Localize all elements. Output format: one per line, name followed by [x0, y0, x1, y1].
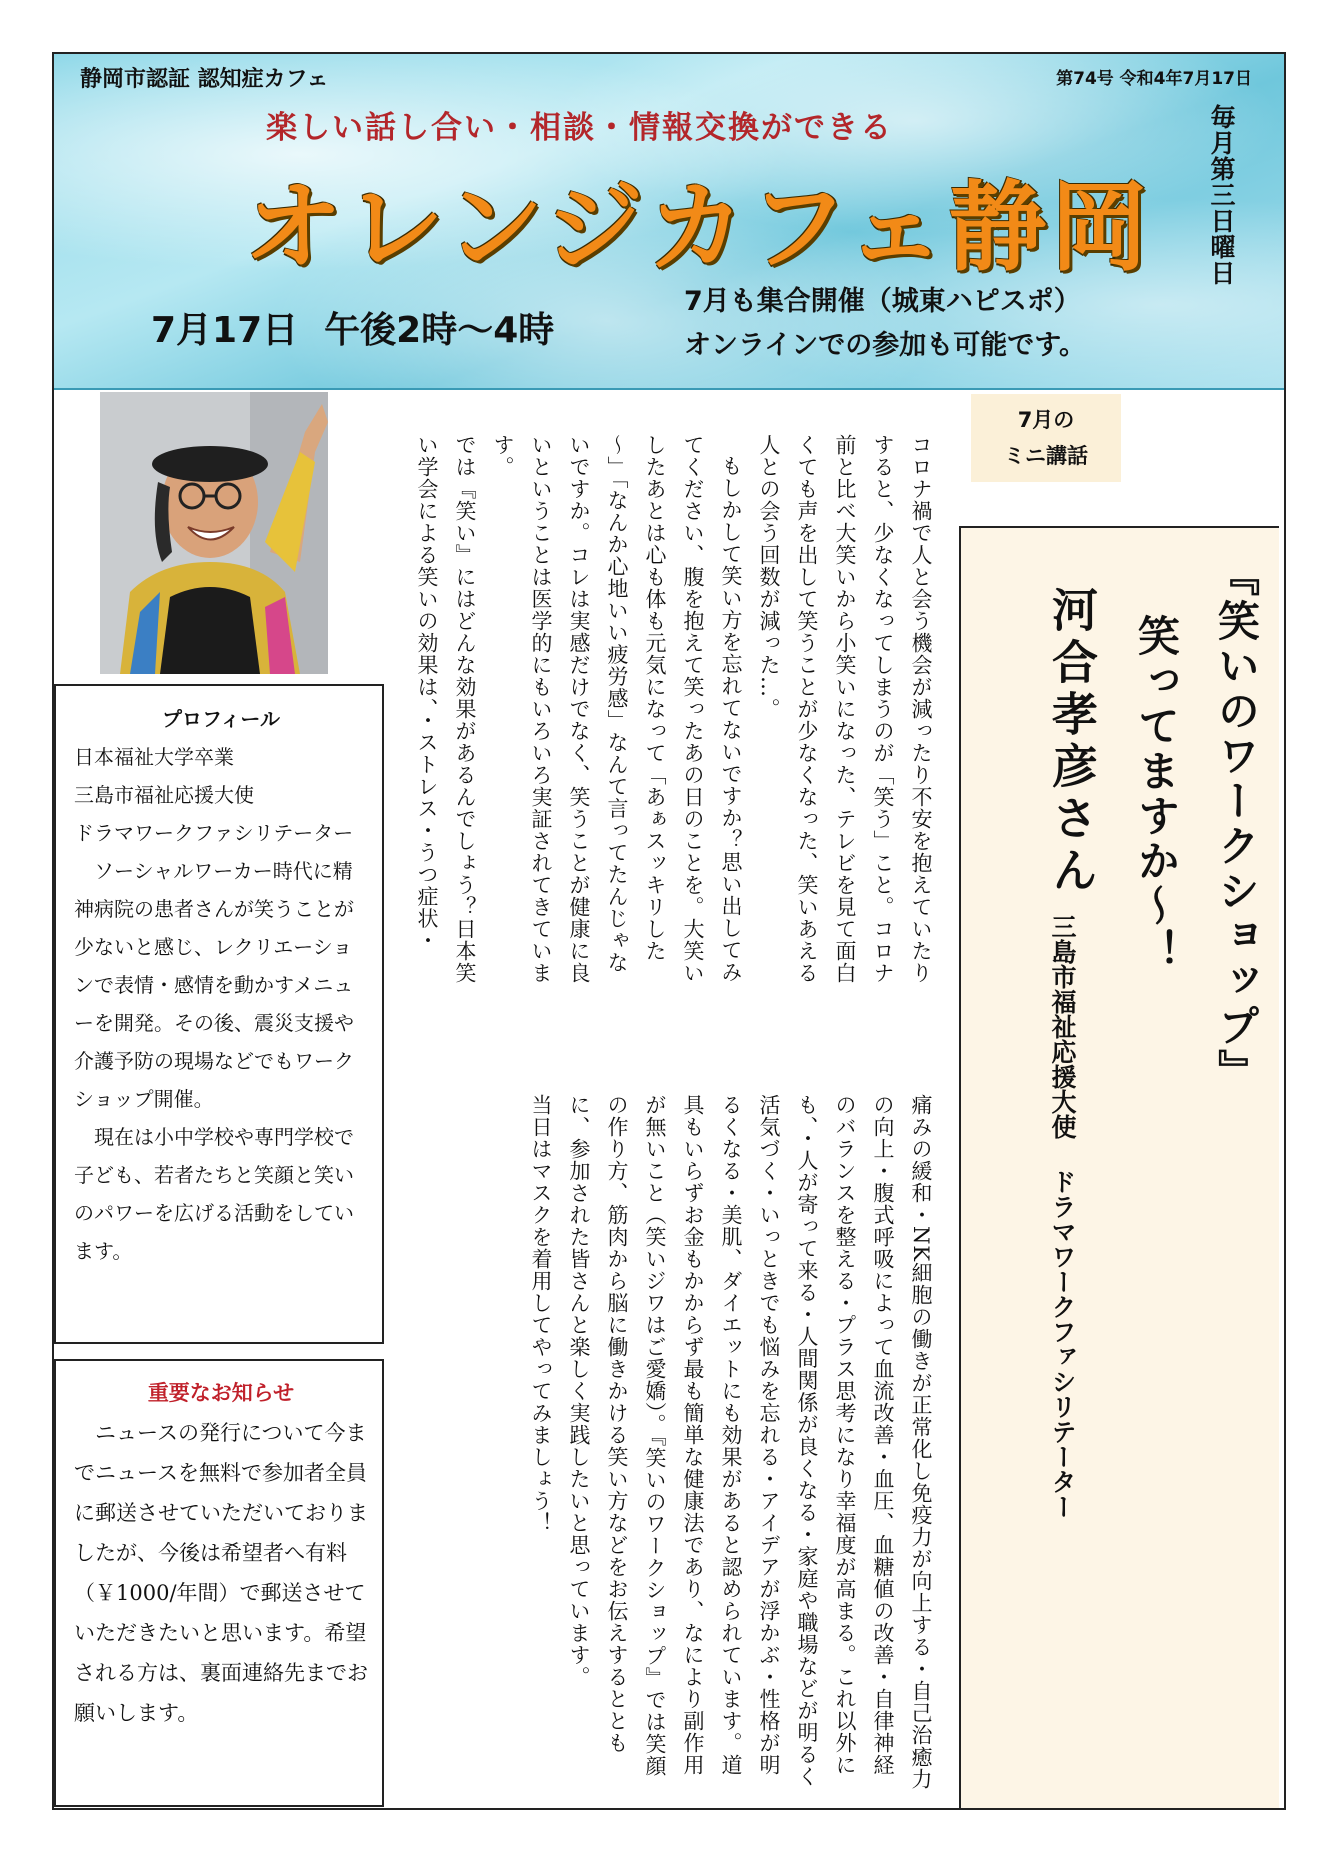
header-banner: [54, 54, 1284, 390]
mini-talk-label-line-1: 7月の: [1017, 408, 1075, 432]
monthly-schedule: 毎月第三日曜日: [1207, 104, 1236, 286]
event-time: 午後2時～4時: [324, 310, 555, 351]
speaker-photo-illustration: [100, 392, 328, 674]
workshop-catchphrase: 笑ってますか～！: [1132, 614, 1181, 974]
article-paragraph-3: では『笑い』にはどんな効果があるんでしょう？日本笑い学会による笑いの効果は、・ストレス・うつ症状・: [415, 434, 477, 984]
article-paragraph-2: もしかして笑い方を忘れてないですか？思い出してみてください、腹を抱えて笑ったあの日のことを。大笑いしたあとは心も体も元気になって「あぁスッキリした～」「なんか心地いい疲労感」なんて言ってたんじゃないですか。コレは実感だけでなく、笑うことが健康に良いということは医学的にもいろいろ実証されてきています。: [491, 434, 743, 984]
speaker-role: [1044, 914, 1080, 1519]
mini-talk-label: [971, 394, 1121, 482]
profile-paragraph-2: 現在は小中学校や専門学校で子ども、若者たちと笑顔と笑いのパワーを広げる活動をしています。: [74, 1125, 354, 1263]
profile-line-1: 日本福祉大学卒業: [74, 745, 234, 769]
article-paragraph-1: コロナ禍で人と会う機会が減ったり不安を抱えていたりすると、少なくなってしまうのが「笑う」こと。コロナ前と比べ大笑いから小笑いになった、テレビを見て面白くても声を出して笑うことが少なくなった、笑いあえる人との会う回数が減った…。: [757, 434, 933, 984]
notice-body: ニュースの発行について今までニュースを無料で参加者全員に郵送させていただいておりましたが、今後は希望者へ有料（￥1000/年間）で郵送させていただきたいと思います。希望される方は、裏面連絡先までお願いします。: [74, 1421, 368, 1725]
profile-title: プロフィール: [162, 707, 280, 731]
speaker-photo: [100, 392, 328, 674]
cafe-title: オレンジカフェ静岡: [244, 171, 1153, 285]
article-paragraph-4: 痛みの緩和・NK細胞の働きが正常化し免疫力が向上する・自己治癒力の向上・腹式呼吸によって血流改善・血圧、血糖値の改善・自律神経のバランスを整える・プラス思考になり幸福度が高まる。これ以外にも、・人が寄って来る・人間関係が良くなる・家庭や職場などが明るく活気づく・いっときでも悩みを忘れる・アイデアが浮かぶ・性格が明るくなる・美肌、ダイエットにも効果があると認められています。道具もいらずお金もかからず最も簡単な健康法であり、なにより副作用が無いこと（笑いジワはご愛嬌）。『笑いのワークショップ』では笑顔の作り方、筋肉から脳に働きかける笑い方などをお伝えするとともに、参加された皆さんと楽しく実践したいと思っています。: [567, 1094, 933, 1791]
article-paragraph-5: 当日はマスクを着用してやってみましょう！: [529, 1094, 553, 1534]
profile-paragraph-1: ソーシャルワーカー時代に精神病院の患者さんが笑うことが少ないと感じ、レクリエーションで表情・感情を動かすメニューを開発。その後、震災支援や介護予防の現場などでもワークショップ開催。: [74, 859, 354, 1111]
header-subtitle: 楽しい話し合い・相談・情報交換ができる: [266, 110, 893, 146]
speaker-role-2: ドラマワークファシリテーター: [1048, 1169, 1077, 1519]
issue-number: 第74号 令和4年7月17日: [1056, 69, 1252, 89]
profile-line-3: ドラマワークファシリテーター: [74, 821, 354, 845]
article-upper: [400, 434, 940, 989]
newsletter-page: [52, 52, 1286, 1810]
event-info: [684, 280, 1086, 368]
profile-line-2: 三島市福祉応援大使: [74, 783, 254, 807]
event-date: 7月17日: [151, 310, 299, 351]
event-info-line-1: 7月も集合開催（城東ハピスポ）: [684, 286, 1081, 317]
event-info-line-2: オンラインでの参加も可能です。: [684, 330, 1087, 361]
profile-box: [54, 684, 384, 1344]
speaker-role-1: 三島市福祉応援大使: [1048, 914, 1077, 1139]
event-datetime: [151, 302, 554, 353]
certification-label: 静岡市認証 認知症カフェ: [80, 66, 329, 92]
article-lower: [400, 1094, 940, 1794]
workshop-title: 『笑いのワークショップ』: [1212, 554, 1261, 1094]
speaker-name: 河合孝彦さん: [1045, 586, 1099, 898]
important-notice-box: [54, 1359, 384, 1807]
notice-title: 重要なお知らせ: [147, 1380, 295, 1405]
mini-talk-label-line-2: ミニ講話: [1004, 444, 1088, 468]
